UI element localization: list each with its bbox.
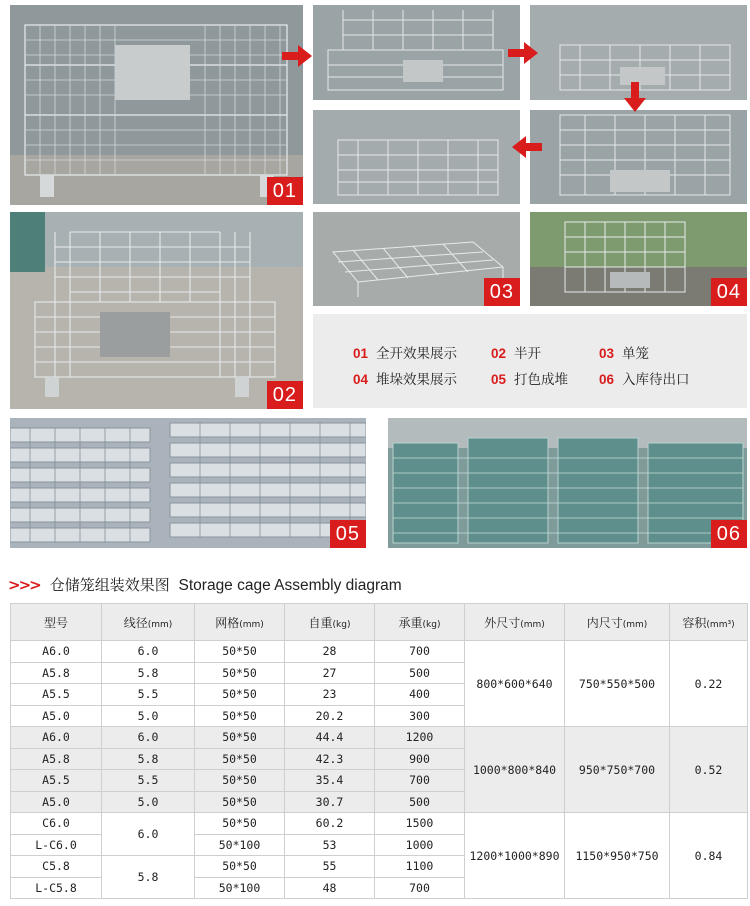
cell-model: C5.8 (11, 856, 102, 878)
galvanized-stack-image (10, 418, 366, 548)
cell-weight: 53 (285, 834, 375, 856)
cell-weight: 60.2 (285, 813, 375, 835)
cell-volume: 0.52 (670, 727, 748, 813)
cell-mesh: 50*50 (195, 684, 285, 706)
cell-outer: 800*600*640 (465, 641, 565, 727)
cell-mesh: 50*50 (195, 705, 285, 727)
cell-mesh: 50*50 (195, 770, 285, 792)
warehouse-stack-image (388, 418, 747, 548)
cell-volume: 0.22 (670, 641, 748, 727)
cell-model: A6.0 (11, 727, 102, 749)
cage-full-open-image (10, 5, 303, 205)
arrow-down-icon (624, 82, 646, 112)
cell-load: 700 (375, 877, 465, 899)
legend-item-04: 04 堆垛效果展示 (353, 372, 458, 388)
cell-mesh: 50*50 (195, 813, 285, 835)
cell-mesh: 50*100 (195, 834, 285, 856)
photo-number-05: 05 (330, 520, 366, 548)
cell-wire: 5.5 (102, 770, 195, 792)
photo-05-color-stack (10, 418, 366, 548)
arrow-left-icon (512, 136, 542, 158)
cell-wire: 5.8 (102, 748, 195, 770)
photo-01-step-d (530, 110, 747, 204)
legend-item-02: 02 半开 (491, 346, 542, 362)
spec-table (10, 603, 748, 899)
cell-wire: 5.5 (102, 684, 195, 706)
table-row (11, 641, 748, 663)
photo-number-01: 01 (267, 177, 303, 205)
cell-weight: 27 (285, 662, 375, 684)
photo-number-06: 06 (711, 520, 747, 548)
photo-number-03: 03 (484, 278, 520, 306)
chevrons-icon: >>> (8, 576, 40, 594)
table-header-row (11, 604, 748, 641)
cell-model: A5.0 (11, 705, 102, 727)
photo-01-step-a (313, 5, 520, 100)
cell-load: 500 (375, 662, 465, 684)
cell-weight: 35.4 (285, 770, 375, 792)
cell-wire: 6.0 (102, 641, 195, 663)
photo-03-single-cage (313, 212, 520, 306)
cell-load: 300 (375, 705, 465, 727)
cell-model: L-C6.0 (11, 834, 102, 856)
cell-model: A5.5 (11, 770, 102, 792)
cell-weight: 28 (285, 641, 375, 663)
legend-item-01: 01 全开效果展示 (353, 346, 458, 362)
cell-wire: 6.0 (102, 813, 195, 856)
header-model: 型号 (11, 604, 102, 641)
cell-model: A5.0 (11, 791, 102, 813)
cell-wire: 5.0 (102, 705, 195, 727)
cell-wire: 5.8 (102, 662, 195, 684)
header-inner: 内尺寸(mm) (565, 604, 670, 641)
cage-half-open-image (10, 212, 303, 409)
cell-weight: 44.4 (285, 727, 375, 749)
cell-mesh: 50*100 (195, 877, 285, 899)
photo-01-full-open (10, 5, 303, 205)
cell-load: 400 (375, 684, 465, 706)
photo-legend (313, 314, 747, 408)
cell-load: 500 (375, 791, 465, 813)
cell-weight: 48 (285, 877, 375, 899)
cell-weight: 30.7 (285, 791, 375, 813)
cell-wire: 6.0 (102, 727, 195, 749)
photo-02-half-open (10, 212, 303, 409)
table-row (11, 727, 748, 749)
header-wire: 线径(mm) (102, 604, 195, 641)
cell-load: 1500 (375, 813, 465, 835)
cell-wire: 5.0 (102, 791, 195, 813)
cell-mesh: 50*50 (195, 748, 285, 770)
cell-model: C6.0 (11, 813, 102, 835)
cell-outer: 1000*800*840 (465, 727, 565, 813)
cell-model: A5.8 (11, 748, 102, 770)
cell-inner: 1150*950*750 (565, 813, 670, 899)
section-heading (8, 574, 402, 595)
header-outer: 外尺寸(mm) (465, 604, 565, 641)
cell-inner: 950*750*700 (565, 727, 670, 813)
legend-item-06: 06 入库待出口 (599, 372, 690, 388)
cell-model: L-C5.8 (11, 877, 102, 899)
header-load: 承重(kg) (375, 604, 465, 641)
cell-weight: 42.3 (285, 748, 375, 770)
photo-number-02: 02 (267, 381, 303, 409)
cage-step-d-image (530, 110, 747, 204)
arrow-right-icon (282, 45, 312, 67)
heading-en: Storage cage Assembly diagram (178, 577, 402, 594)
cell-mesh: 50*50 (195, 791, 285, 813)
cage-step-c-image (313, 110, 520, 204)
cell-model: A5.5 (11, 684, 102, 706)
cell-volume: 0.84 (670, 813, 748, 899)
photo-number-04: 04 (711, 278, 747, 306)
cell-load: 700 (375, 770, 465, 792)
cell-model: A6.0 (11, 641, 102, 663)
legend-item-05: 05 打色成堆 (491, 372, 569, 388)
cell-load: 1200 (375, 727, 465, 749)
photo-01-step-c (313, 110, 520, 204)
cell-inner: 750*550*500 (565, 641, 670, 727)
cell-wire: 5.8 (102, 856, 195, 899)
cell-mesh: 50*50 (195, 641, 285, 663)
cell-load: 700 (375, 641, 465, 663)
header-mesh: 网格(mm) (195, 604, 285, 641)
cage-step-a-image (313, 5, 520, 100)
cell-mesh: 50*50 (195, 662, 285, 684)
heading-cn: 仓储笼组装效果图 (49, 576, 170, 594)
arrow-right-icon (508, 42, 538, 64)
table-row (11, 813, 748, 835)
photo-04-stacking (530, 212, 747, 306)
photo-06-warehouse (388, 418, 747, 548)
cell-load: 1100 (375, 856, 465, 878)
cell-outer: 1200*1000*890 (465, 813, 565, 899)
cell-weight: 20.2 (285, 705, 375, 727)
cell-mesh: 50*50 (195, 727, 285, 749)
legend-item-03: 03 单笼 (599, 346, 650, 362)
cell-load: 1000 (375, 834, 465, 856)
cell-model: A5.8 (11, 662, 102, 684)
header-volume: 容积(mm³) (670, 604, 748, 641)
cell-weight: 23 (285, 684, 375, 706)
header-weight: 自重(kg) (285, 604, 375, 641)
cell-weight: 55 (285, 856, 375, 878)
cell-mesh: 50*50 (195, 856, 285, 878)
cell-load: 900 (375, 748, 465, 770)
